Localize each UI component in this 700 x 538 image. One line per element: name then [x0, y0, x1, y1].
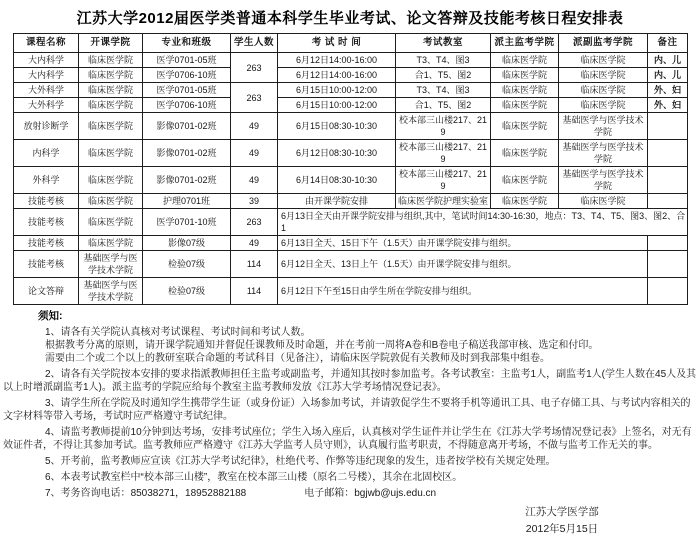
page-title: 江苏大学2012届医学类普通本科学生毕业考试、论文答辩及技能考核日程安排表 — [76, 10, 624, 27]
table-cell: 6月15日08:30-10:30 — [278, 113, 396, 140]
table-cell: 大内科学 — [14, 68, 79, 83]
column-header-1: 课程名称 — [14, 34, 79, 53]
table-cell: 6月12日14:00-16:00 — [278, 53, 396, 68]
table-cell: 医学0701-05班 — [143, 83, 231, 98]
email-label: 电子邮箱： — [304, 488, 355, 499]
table-cell: 6月14日08:30-10:30 — [278, 167, 396, 194]
table-cell: 临床医学院 — [79, 113, 143, 140]
contact-line — [3, 487, 698, 500]
table-cell: 263 — [231, 209, 278, 236]
table-row — [14, 251, 688, 278]
table-cell: 医学0701-05班 — [143, 53, 231, 68]
table-cell — [648, 278, 688, 305]
notes-heading: 须知: — [38, 310, 63, 322]
table-cell: 技能考核 — [14, 209, 79, 236]
table-cell: 临床医学院 — [79, 68, 143, 83]
table-cell: 临床医学院 — [491, 113, 559, 140]
table-cell: 内、儿 — [648, 53, 688, 68]
table-cell: 技能考核 — [14, 251, 79, 278]
table-row — [14, 53, 688, 68]
table-cell: 263 — [231, 53, 278, 83]
table-cell: 临床医学院 — [559, 194, 648, 209]
table-cell: 临床医学院 — [491, 140, 559, 167]
table-row — [14, 83, 688, 98]
table-cell: 基础医学与医学技术学院 — [559, 167, 648, 194]
table-cell: 基础医学与医学技术学院 — [79, 278, 143, 305]
table-cell: 临床医学院 — [79, 98, 143, 113]
table-row — [14, 278, 688, 305]
table-cell: 技能考核 — [14, 236, 79, 251]
table-cell: T3、T4、图3 — [396, 83, 491, 98]
table-cell: 临床医学院 — [79, 53, 143, 68]
table-cell: 6月12日全天、13日上午（1.5天）由开课学院安排与组织。 — [278, 251, 648, 278]
table-cell: 外、妇 — [648, 98, 688, 113]
table-row — [14, 194, 688, 209]
table-cell: 技能考核 — [14, 194, 79, 209]
table-cell: 检验07级 — [143, 251, 231, 278]
notes-section — [3, 310, 698, 500]
table-cell: 6月12日08:30-10:30 — [278, 140, 396, 167]
table-cell: 校本部三山楼217、219 — [396, 167, 491, 194]
table-cell: 基础医学与医学技术学院 — [559, 113, 648, 140]
table-cell: 基础医学与医学技术学院 — [79, 251, 143, 278]
table-cell: 49 — [231, 167, 278, 194]
column-header-4: 学生人数 — [231, 34, 278, 53]
table-cell: 大外科学 — [14, 83, 79, 98]
table-cell: 临床医学院 — [491, 68, 559, 83]
table-cell: 临床医学院 — [559, 83, 648, 98]
table-cell: 114 — [231, 278, 278, 305]
column-header-6: 考试教室 — [396, 34, 491, 53]
table-cell: 6月15日10:00-12:00 — [278, 83, 396, 98]
note-line: 根据教考分离的原则，请开课学院通知并督促任课教师及时命题，并在考前一周将A卷和B卷电子稿送我部审核、选定和付印。 — [45, 340, 599, 351]
table-cell: 114 — [231, 251, 278, 278]
table-cell: 临床医学院 — [491, 83, 559, 98]
table-row — [14, 140, 688, 167]
table-cell: 临床医学院 — [491, 167, 559, 194]
table-cell: 外科学 — [14, 167, 79, 194]
table-cell: 大内科学 — [14, 53, 79, 68]
table-cell: 由开课学院安排 — [278, 194, 396, 209]
table-cell: 49 — [231, 236, 278, 251]
table-cell: 合1、T5、图2 — [396, 98, 491, 113]
table-cell: 6月13日全天、15日下午（1.5天）由开课学院安排与组织。 — [278, 236, 648, 251]
table-cell: 49 — [231, 140, 278, 167]
table-cell: 影像0701-02班 — [143, 167, 231, 194]
email-address: bgjwb@ujs.edu.cn — [354, 488, 437, 499]
schedule-table — [13, 33, 688, 305]
exam-schedule-document — [0, 7, 700, 535]
signature-org: 江苏大学医学部 — [525, 506, 599, 518]
table-cell: 医学0706-10班 — [143, 68, 231, 83]
phone-numbers: 85038271，18952882188 — [130, 488, 247, 499]
table-cell: 临床医学院 — [79, 167, 143, 194]
table-row — [14, 113, 688, 140]
table-cell: 影像0701-02班 — [143, 140, 231, 167]
column-header-9: 备注 — [648, 34, 688, 53]
table-cell: 放射诊断学 — [14, 113, 79, 140]
table-cell: 临床医学院 — [559, 68, 648, 83]
table-cell: 6月15日10:00-12:00 — [278, 98, 396, 113]
table-cell: 临床医学院 — [79, 140, 143, 167]
table-cell: 49 — [231, 113, 278, 140]
signature-block — [487, 504, 637, 538]
table-cell: 临床医学院 — [79, 209, 143, 236]
table-cell: 6月12日14:00-16:00 — [278, 68, 396, 83]
table-cell: 基础医学与医学技术学院 — [559, 140, 648, 167]
table-cell: 临床医学院 — [79, 83, 143, 98]
note-line: 2、请各有关学院按本安排的要求指派教师担任主监考或副监考，并通知其按时参加监考。各考试教室：主监考1人，副监考1人(学生人数在45人及其以上时增派副监考1人)。派主监考的学院应给每个教室主监考教师发放《江苏大学考场情况登记表》。 — [3, 369, 697, 393]
table-cell: 校本部三山楼217、219 — [396, 113, 491, 140]
note-line: 1、请各有关学院认真核对考试课程、考试时间和考试人数。 — [45, 327, 311, 338]
table-row — [14, 98, 688, 113]
note-line: 4、请监考教师提前10分钟到达考场，安排考试座位；学生入场入座后，认真核对学生证件并让学生在《江苏大学考场情况登记表》上签名，对无有效证件者，不得让其参加考试。监考教师应严格遵守《江苏大学监考人员守则》，认真履行监考职责，不得随意离开考场，不做与监考工作无关的事。 — [3, 427, 692, 451]
signature-date: 2012年5月15日 — [525, 523, 599, 535]
table-cell: 临床医学院 — [559, 98, 648, 113]
table-cell: 临床医学院 — [491, 98, 559, 113]
table-cell: 外、妇 — [648, 83, 688, 98]
column-header-8: 派副监考学院 — [559, 34, 648, 53]
table-cell: 6月12日下午至15日由学生所在学院安排与组织。 — [278, 278, 648, 305]
table-cell: 临床医学院 — [491, 194, 559, 209]
table-row — [14, 236, 688, 251]
note-line: 6、本表考试教室栏中“校本部三山楼”，教室在校本部三山楼（原名二号楼），其余在北固校区。 — [45, 472, 463, 483]
table-cell: 护理0701班 — [143, 194, 231, 209]
column-header-5: 考 试 时 间 — [278, 34, 396, 53]
table-row — [14, 167, 688, 194]
table-cell: 39 — [231, 194, 278, 209]
table-cell: 论文答辩 — [14, 278, 79, 305]
column-header-2: 开课学院 — [79, 34, 143, 53]
table-row — [14, 68, 688, 83]
table-cell: 临床医学院护理实验室 — [396, 194, 491, 209]
table-cell — [648, 194, 688, 209]
table-cell: 影像0701-02班 — [143, 113, 231, 140]
table-cell: 医学0701-10班 — [143, 209, 231, 236]
column-header-3: 专业和班级 — [143, 34, 231, 53]
table-cell: 临床医学院 — [79, 194, 143, 209]
note-line: 5、开考前，监考教师应宣读《江苏大学考试纪律》，杜绝代考、作弊等违纪现象的发生，违者按学校有关规定处理。 — [45, 456, 556, 467]
table-cell — [648, 140, 688, 167]
table-cell: 合1、T5、图2 — [396, 68, 491, 83]
column-header-7: 派主监考学院 — [491, 34, 559, 53]
note-line: 需要由二个或二个以上的教研室联合命题的考试科目（见备注），请临床医学院敦促有关教师及时到我部集中组卷。 — [45, 353, 550, 364]
table-cell — [648, 236, 688, 251]
table-cell: 6月13日全天由开课学院安排与组织,其中，笔试时间14:30-16:30，地点：T3、T4、T5、图3、图2、合1 — [278, 209, 688, 236]
note-line: 3、请学生所在学院及时通知学生携带学生证（或身份证）入场参加考试，并请敦促学生不要将手机等通讯工具、电子存储工具、与考试内容相关的文字材料等带入考场，考试时应严格遵守考试纪律。 — [3, 398, 691, 422]
table-cell — [648, 167, 688, 194]
table-cell: 临床医学院 — [491, 53, 559, 68]
table-cell — [648, 251, 688, 278]
table-row — [14, 209, 688, 236]
table-cell: 大外科学 — [14, 98, 79, 113]
phone-label: 7、考务咨询电话： — [45, 488, 131, 499]
table-cell: 内、儿 — [648, 68, 688, 83]
table-cell — [648, 113, 688, 140]
table-cell: 检验07级 — [143, 278, 231, 305]
table-cell: T3、T4、图3 — [396, 53, 491, 68]
table-cell: 临床医学院 — [559, 53, 648, 68]
table-cell: 校本部三山楼217、219 — [396, 140, 491, 167]
table-cell: 263 — [231, 83, 278, 113]
table-header-row — [14, 34, 688, 53]
table-cell: 医学0706-10班 — [143, 98, 231, 113]
table-cell: 内科学 — [14, 140, 79, 167]
table-cell: 影像07级 — [143, 236, 231, 251]
table-cell: 临床医学院 — [79, 236, 143, 251]
